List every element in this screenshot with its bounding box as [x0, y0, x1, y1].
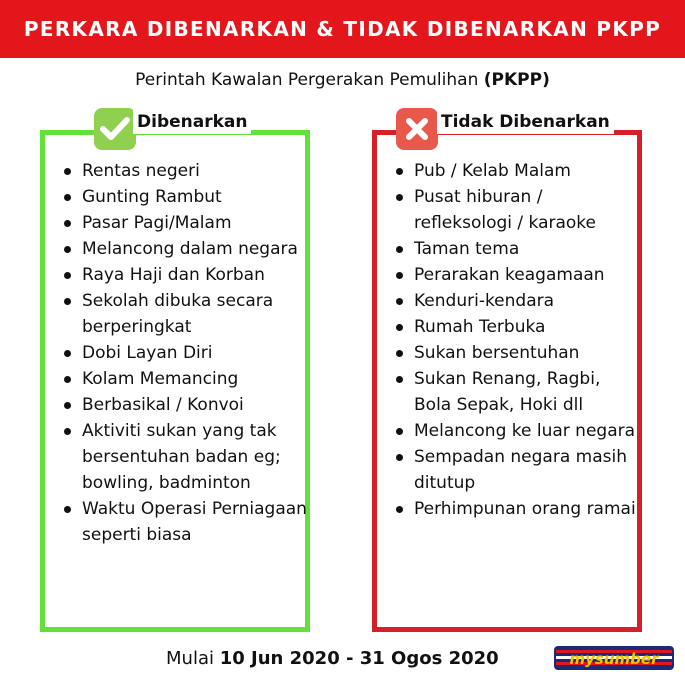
- date-range: [166, 648, 499, 669]
- subtitle-abbr: (PKPP): [483, 70, 550, 90]
- mysumber-logo: [548, 644, 680, 672]
- list-item: Rumah Terbuka: [392, 314, 637, 340]
- list-item: Sukan bersentuhan: [392, 340, 637, 366]
- list-item: Pasar Pagi/Malam: [60, 210, 310, 236]
- list-item: Melancong ke luar negara: [392, 418, 637, 444]
- list-item: Pusat hiburan / refleksologi / karaoke: [392, 184, 637, 236]
- cross-icon: [396, 108, 438, 150]
- logo-text: mysumber: [569, 650, 659, 668]
- list-item: Sekolah dibuka secara berperingkat: [60, 288, 310, 340]
- list-item: Perhimpunan orang ramai: [392, 496, 637, 522]
- header-banner: [0, 0, 685, 58]
- page-title: PERKARA DIBENARKAN & TIDAK DIBENARKAN PKPP: [23, 17, 662, 41]
- list-item: Sempadan negara masih ditutup: [392, 444, 637, 496]
- list-item: Raya Haji dan Korban: [60, 262, 310, 288]
- list-item: Rentas negeri: [60, 158, 310, 184]
- list-item: Kolam Memancing: [60, 366, 310, 392]
- list-item: Waktu Operasi Perniagaan seperti biasa: [60, 496, 310, 548]
- list-item: Pub / Kelab Malam: [392, 158, 637, 184]
- check-icon: [94, 108, 136, 150]
- list-item: Sukan Renang, Ragbi, Bola Sepak, Hoki dll: [392, 366, 637, 418]
- allowed-list: [60, 158, 310, 548]
- list-item: Berbasikal / Konvoi: [60, 392, 310, 418]
- date-prefix: Mulai: [166, 648, 214, 669]
- list-item: Perarakan keagamaan: [392, 262, 637, 288]
- not-allowed-title: Tidak Dibenarkan: [437, 110, 614, 134]
- list-item: Taman tema: [392, 236, 637, 262]
- date-range-value: 10 Jun 2020 - 31 Ogos 2020: [219, 648, 499, 669]
- list-item: Melancong dalam negara: [60, 236, 310, 262]
- allowed-title: Dibenarkan: [133, 110, 251, 134]
- list-item: Kenduri-kendara: [392, 288, 637, 314]
- not-allowed-list: [392, 158, 637, 522]
- list-item: Aktiviti sukan yang tak bersentuhan badan eg; bowling, badminton: [60, 418, 310, 496]
- subtitle-text: Perintah Kawalan Pergerakan Pemulihan: [135, 70, 479, 90]
- list-item: Gunting Rambut: [60, 184, 310, 210]
- subtitle: [0, 70, 685, 90]
- list-item: Dobi Layan Diri: [60, 340, 310, 366]
